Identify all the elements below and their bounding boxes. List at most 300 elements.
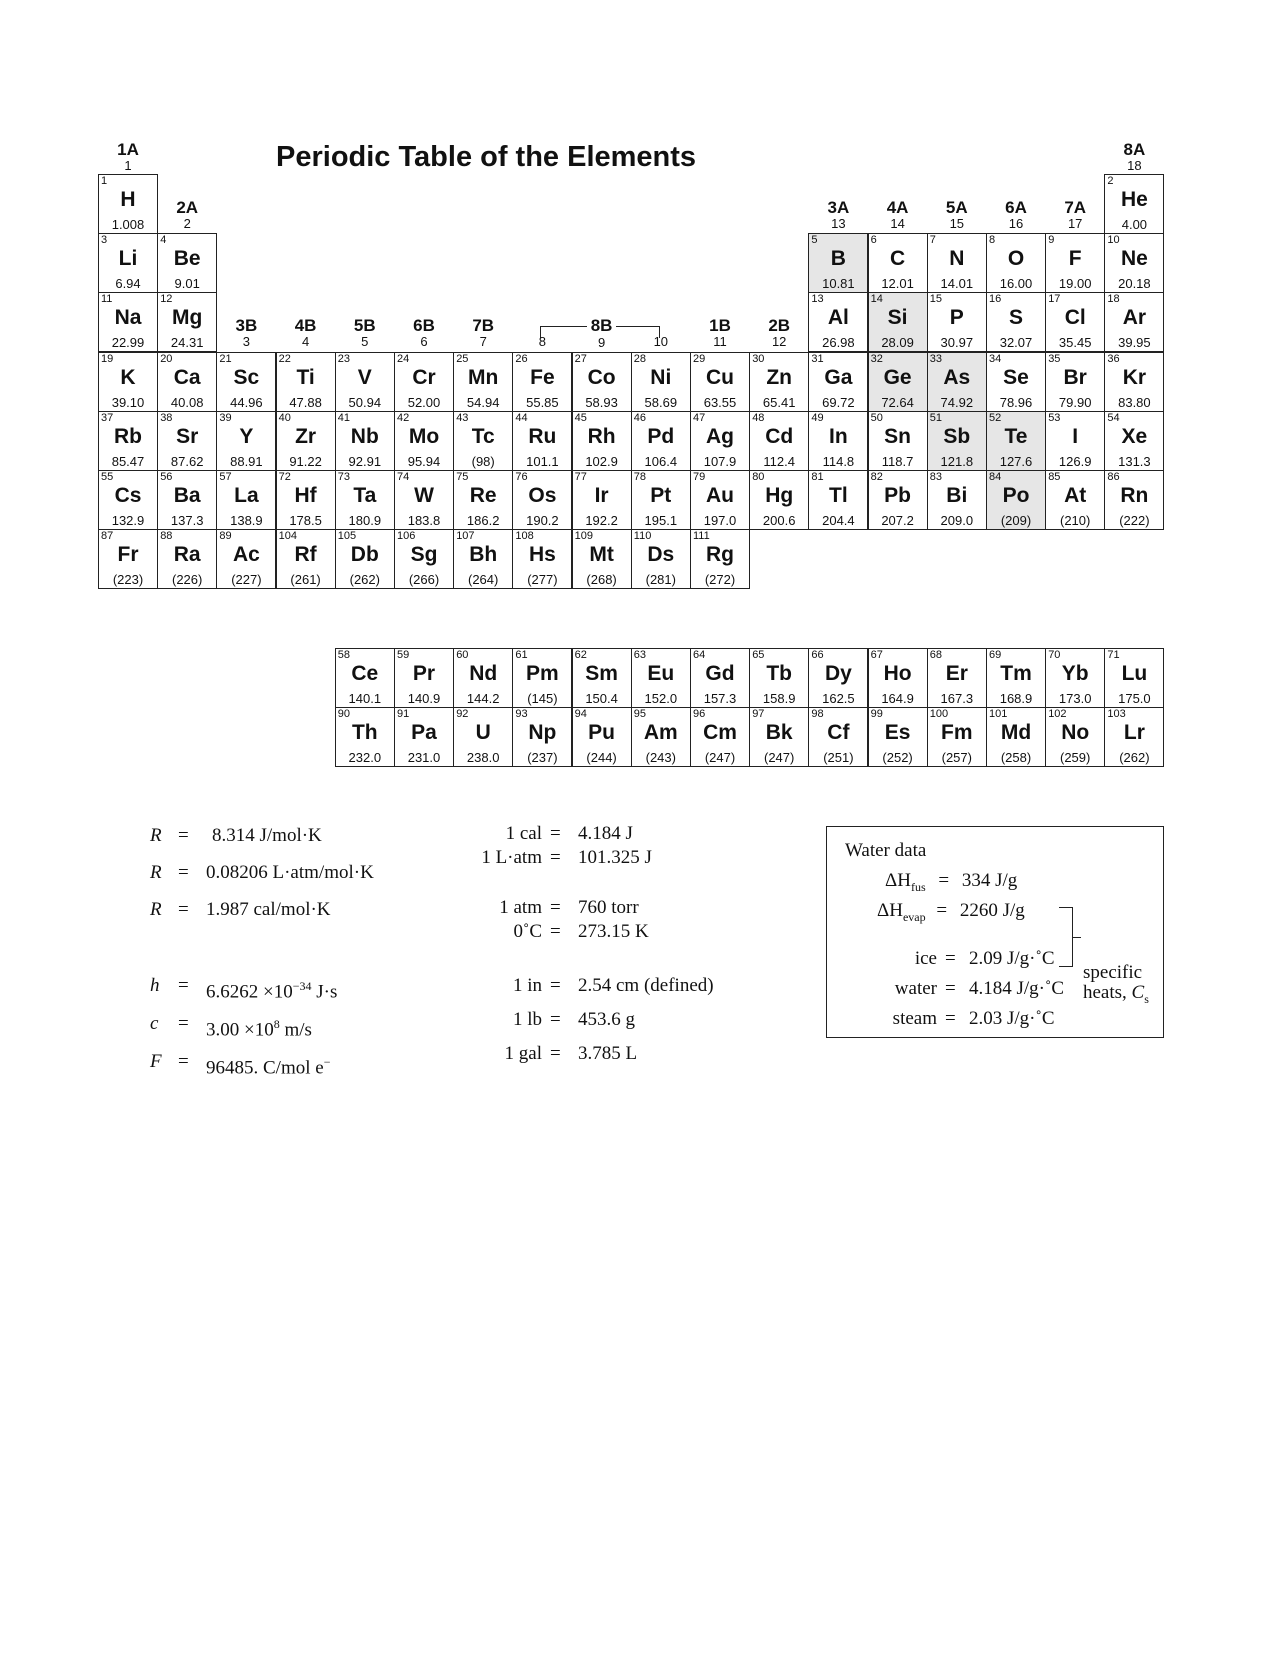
group-number: 17 — [1067, 216, 1083, 231]
constant-value — [206, 1050, 330, 1080]
element-symbol: B — [830, 247, 846, 271]
element-symbol: Sr — [176, 424, 199, 448]
element-cell-os — [512, 470, 572, 530]
conversion-rhs: 4.184 J — [578, 823, 633, 844]
element-cell-mt — [572, 529, 632, 589]
element-atomic-mass: 178.5 — [289, 513, 322, 528]
group-label: 7B — [472, 316, 495, 335]
element-atomic-number: 14 — [870, 293, 883, 306]
conversion-rhs: 3.785 L — [578, 1043, 638, 1064]
element-symbol: Nb — [350, 424, 379, 448]
element-cell-rg — [690, 529, 750, 589]
element-atomic-mass: (262) — [1119, 750, 1150, 766]
element-symbol: Zr — [295, 424, 317, 448]
element-symbol: Li — [118, 247, 138, 271]
element-atomic-number: 92 — [456, 708, 469, 721]
constant-value — [206, 974, 337, 1004]
element-symbol: Ds — [647, 543, 675, 567]
element-atomic-mass: 40.08 — [170, 394, 204, 410]
element-cell-f — [1045, 233, 1105, 293]
element-symbol: Cs — [114, 484, 142, 507]
element-cell-mo — [394, 411, 454, 471]
group-label: 2A — [176, 198, 199, 217]
constant-value: 0.08206 L·atm/mol·K — [206, 862, 374, 883]
conversion-lhs: 0˚C — [513, 921, 542, 942]
element-symbol: Er — [945, 662, 968, 685]
element-cell-be — [157, 233, 217, 293]
group-header-1 — [98, 140, 158, 173]
element-cell-n — [927, 233, 987, 293]
element-atomic-mass: (243) — [645, 750, 676, 766]
specific-heats-label-2 — [1083, 983, 1149, 1009]
element-symbol: Y — [239, 424, 254, 448]
element-atomic-number: 3 — [101, 234, 108, 247]
element-atomic-number: 51 — [929, 411, 943, 424]
element-symbol: As — [943, 365, 971, 389]
element-symbol: Mo — [408, 424, 440, 448]
conversion-rhs: 760 torr — [578, 897, 639, 918]
element-atomic-mass: 150.4 — [585, 691, 618, 706]
element-atomic-mass: 19.00 — [1058, 276, 1092, 292]
element-atomic-mass: 126.9 — [1058, 453, 1092, 469]
element-atomic-number: 64 — [693, 649, 706, 661]
element-symbol: Hs — [528, 543, 556, 567]
element-atomic-mass: 54.94 — [466, 394, 500, 410]
element-atomic-number: 73 — [337, 471, 351, 483]
element-symbol: Ce — [351, 662, 379, 685]
element-atomic-mass: 52.00 — [407, 394, 441, 410]
element-cell-fm — [927, 707, 987, 767]
element-atomic-number: 83 — [929, 471, 943, 483]
element-symbol: Cr — [412, 365, 436, 389]
element-atomic-mass: (209) — [1000, 513, 1032, 528]
element-symbol: Ho — [883, 662, 912, 685]
conversion-lhs: 1 lb — [512, 1009, 542, 1030]
element-cell-te — [986, 411, 1046, 471]
element-atomic-number: 75 — [456, 471, 469, 483]
element-symbol: Ta — [353, 484, 377, 507]
element-cell-bk — [749, 707, 809, 767]
element-cell-ca — [157, 352, 217, 412]
element-cell-sn — [868, 411, 928, 471]
element-symbol: Sn — [884, 424, 912, 448]
element-symbol: Dy — [824, 662, 852, 685]
element-symbol: Pm — [526, 662, 559, 685]
element-atomic-number: 102 — [1048, 708, 1067, 721]
element-atomic-number: 9 — [1048, 234, 1055, 247]
element-atomic-mass: 121.8 — [940, 453, 974, 469]
constant-unit: J·s — [311, 981, 338, 1003]
group-label: 1A — [117, 140, 139, 159]
element-cell-hs — [512, 529, 572, 589]
element-atomic-number: 48 — [752, 411, 765, 424]
element-symbol: Se — [1003, 365, 1029, 389]
water-value: 4.184 J/g·˚C — [969, 978, 1064, 999]
element-atomic-number: 68 — [929, 649, 943, 661]
element-symbol: In — [829, 424, 848, 448]
element-atomic-mass: 238.0 — [466, 750, 500, 766]
element-atomic-number: 4 — [160, 234, 167, 247]
element-atomic-number: 89 — [219, 530, 232, 543]
element-symbol: He — [1120, 188, 1148, 211]
element-cell-w — [394, 470, 454, 530]
element-symbol: Pr — [412, 662, 436, 685]
element-cell-k — [98, 352, 158, 412]
element-symbol: W — [414, 484, 434, 507]
group-number: 6 — [420, 334, 428, 349]
element-symbol: Kr — [1122, 365, 1147, 389]
equals-sign: = — [550, 897, 561, 918]
steam-heat — [827, 1007, 937, 1031]
element-atomic-mass: 118.7 — [881, 453, 914, 469]
element-cell-na — [98, 292, 158, 352]
element-symbol: Fm — [941, 721, 973, 745]
element-cell-eu — [631, 648, 691, 708]
group-header-10 — [631, 316, 691, 349]
constant-exponent: 8 — [273, 1017, 280, 1031]
delta-h-symbol — [877, 900, 926, 924]
element-cell-fr — [98, 529, 158, 589]
element-atomic-mass: 47.88 — [289, 394, 322, 410]
equals-sign: = — [550, 975, 561, 996]
element-cell-ti — [276, 352, 336, 412]
element-cell-la — [216, 470, 276, 530]
element-atomic-number: 42 — [397, 411, 410, 424]
element-atomic-mass: 69.72 — [822, 394, 855, 410]
group-number: 1 — [124, 158, 132, 173]
element-atomic-number: 2 — [1107, 175, 1114, 187]
group-number: 16 — [1008, 216, 1024, 231]
element-atomic-mass: 101.1 — [526, 453, 559, 469]
conversion-rhs: 453.6 g — [578, 1009, 635, 1030]
element-atomic-number: 54 — [1107, 411, 1120, 424]
element-atomic-number: 66 — [811, 649, 824, 661]
element-cell-tl — [808, 470, 868, 530]
element-atomic-number: 24 — [397, 352, 410, 365]
element-symbol: Cf — [827, 721, 850, 745]
group-label: 4B — [294, 316, 317, 335]
element-atomic-mass: 58.69 — [644, 394, 678, 410]
equals-sign: = — [178, 975, 189, 996]
element-cell-ni — [631, 352, 691, 412]
element-atomic-mass: 158.9 — [762, 691, 796, 706]
constant-symbol: R — [150, 825, 162, 846]
group-number: 5 — [361, 334, 369, 349]
element-atomic-mass: 20.18 — [1118, 276, 1151, 292]
element-atomic-number: 108 — [515, 530, 534, 543]
element-atomic-number: 98 — [811, 708, 824, 721]
equals-sign: = — [178, 862, 189, 883]
constant-exponent: − — [323, 1055, 331, 1069]
element-cell-sg — [394, 529, 454, 589]
element-cell-cf — [808, 707, 868, 767]
group-number: 12 — [771, 334, 787, 349]
element-atomic-mass: 32.07 — [999, 335, 1033, 351]
element-atomic-number: 63 — [633, 649, 647, 661]
constant-mantissa: 96485. C/mol e — [206, 1057, 324, 1079]
element-atomic-mass: (268) — [586, 572, 617, 588]
element-cell-s — [986, 292, 1046, 352]
element-atomic-mass: 10.81 — [822, 276, 855, 292]
element-symbol: Ar — [1122, 306, 1147, 330]
element-cell-md — [986, 707, 1046, 767]
fusion-value: 334 J/g — [961, 870, 1018, 891]
element-symbol: Zn — [766, 365, 793, 389]
element-atomic-mass: 12.01 — [881, 276, 914, 292]
group-label: 6A — [1005, 198, 1027, 217]
ice-eq: = — [945, 948, 956, 969]
element-atomic-number: 49 — [811, 411, 824, 424]
element-atomic-number: 18 — [1107, 293, 1120, 306]
constant-mantissa: 6.6262 ×10 — [206, 981, 293, 1003]
element-atomic-mass: (247) — [764, 750, 795, 766]
group-number: 8 — [538, 334, 546, 349]
element-atomic-mass: 30.97 — [940, 335, 974, 351]
element-atomic-number: 60 — [456, 649, 469, 661]
element-cell-ra — [157, 529, 217, 589]
constant-f — [150, 1050, 331, 1079]
element-symbol: Cl — [1064, 306, 1086, 330]
element-atomic-mass: 131.3 — [1118, 453, 1151, 469]
element-atomic-mass: 1.008 — [111, 217, 145, 232]
element-atomic-number: 31 — [811, 352, 824, 365]
element-atomic-mass: (226) — [172, 572, 203, 588]
element-cell-au — [690, 470, 750, 530]
element-cell-in — [808, 411, 868, 471]
group-label: 3B — [235, 316, 258, 335]
element-atomic-mass: 168.9 — [999, 691, 1033, 706]
element-cell-as — [927, 352, 987, 412]
element-cell-er — [927, 648, 987, 708]
element-symbol: Fr — [117, 543, 139, 567]
conversion-lhs: 1 L·atm — [481, 847, 542, 868]
ice-value: 2.09 J/g·˚C — [969, 948, 1055, 969]
element-atomic-mass: 106.4 — [644, 453, 678, 469]
element-atomic-number: 93 — [515, 708, 528, 721]
element-symbol: Pd — [647, 424, 675, 448]
group-label: 5B — [353, 316, 376, 335]
element-atomic-number: 110 — [633, 530, 652, 543]
element-symbol: Ga — [824, 365, 853, 389]
element-atomic-mass: 175.0 — [1118, 691, 1151, 706]
element-atomic-mass: 162.5 — [822, 691, 855, 706]
element-atomic-number: 71 — [1107, 649, 1120, 661]
steam-label: steam — [892, 1008, 937, 1029]
element-atomic-mass: (258) — [1000, 750, 1032, 766]
element-atomic-number: 15 — [929, 293, 943, 306]
element-cell-li — [98, 233, 158, 293]
element-cell-ge — [868, 352, 928, 412]
heat-of-vaporization — [877, 899, 1025, 929]
element-cell-pa — [394, 707, 454, 767]
element-atomic-number: 105 — [337, 530, 357, 543]
element-symbol: Mg — [172, 306, 203, 330]
element-atomic-mass: 39.95 — [1118, 335, 1151, 351]
element-symbol: Gd — [705, 662, 735, 685]
element-atomic-number: 22 — [278, 352, 291, 365]
element-atomic-mass: (259) — [1060, 750, 1091, 766]
element-atomic-number: 80 — [752, 471, 765, 483]
element-atomic-number: 7 — [929, 234, 936, 247]
element-cell-hf — [276, 470, 336, 530]
group-label: 4A — [886, 198, 909, 217]
group-label: 8A — [1123, 140, 1146, 159]
ice-heat — [827, 947, 937, 971]
group-header-3 — [216, 316, 276, 349]
element-atomic-number: 82 — [870, 471, 883, 483]
constant-r3 — [150, 898, 331, 922]
element-atomic-mass: 63.55 — [703, 394, 737, 410]
element-cell-he — [1104, 174, 1164, 234]
element-cell-h — [98, 174, 158, 234]
element-cell-b — [808, 233, 868, 293]
element-atomic-mass: 24.31 — [170, 335, 204, 351]
group-number: 7 — [479, 334, 487, 349]
group-number: 15 — [949, 216, 965, 231]
element-atomic-number: 23 — [337, 352, 351, 365]
element-atomic-number: 38 — [160, 411, 173, 424]
element-symbol: V — [357, 365, 372, 389]
element-atomic-number: 53 — [1048, 411, 1061, 424]
element-atomic-mass: 204.4 — [822, 513, 855, 528]
element-atomic-mass: (264) — [468, 572, 499, 588]
element-atomic-mass: (145) — [527, 691, 558, 706]
water-data-box — [826, 826, 1164, 1038]
element-cell-kr — [1104, 352, 1164, 412]
element-cell-rn — [1104, 470, 1164, 530]
element-cell-ru — [512, 411, 572, 471]
element-atomic-number: 13 — [811, 293, 824, 306]
group-header-15 — [927, 198, 987, 231]
element-symbol: Am — [643, 721, 678, 745]
element-cell-bi — [927, 470, 987, 530]
element-atomic-mass: (98) — [471, 453, 495, 469]
element-atomic-number: 55 — [101, 471, 114, 483]
element-atomic-mass: 85.47 — [111, 453, 145, 469]
element-cell-ds — [631, 529, 691, 589]
element-atomic-number: 43 — [456, 411, 469, 424]
element-cell-ac — [216, 529, 276, 589]
element-atomic-mass: 195.1 — [644, 513, 678, 528]
element-symbol: Lr — [1123, 721, 1145, 745]
element-cell-si — [868, 292, 928, 352]
constant-symbol: c — [150, 1013, 159, 1034]
element-atomic-number: 107 — [456, 530, 475, 543]
equals-sign: = — [936, 900, 948, 921]
group-label: 3A — [827, 198, 850, 217]
element-atomic-mass: (261) — [290, 572, 321, 588]
element-atomic-number: 1 — [101, 175, 108, 187]
constant-exponent: −34 — [292, 979, 312, 993]
element-atomic-mass: 35.45 — [1058, 335, 1092, 351]
element-cell-lr — [1104, 707, 1164, 767]
element-atomic-number: 77 — [574, 471, 587, 483]
element-cell-es — [868, 707, 928, 767]
element-atomic-mass: 28.09 — [881, 335, 914, 351]
equals-sign: = — [178, 825, 189, 846]
element-symbol: F — [1068, 247, 1082, 271]
element-symbol: Ge — [883, 365, 912, 389]
element-cell-i — [1045, 411, 1105, 471]
element-atomic-mass: (247) — [704, 750, 736, 766]
group-header-9 — [572, 316, 632, 350]
element-symbol: Bh — [469, 543, 498, 567]
element-atomic-number: 41 — [337, 411, 351, 424]
element-cell-tm — [986, 648, 1046, 708]
constant-unit: m/s — [279, 1019, 312, 1041]
element-symbol: Tm — [1000, 662, 1032, 685]
element-cell-am — [631, 707, 691, 767]
element-atomic-mass: 6.94 — [115, 276, 141, 292]
element-symbol: La — [234, 484, 259, 507]
element-symbol: Sg — [410, 543, 438, 567]
element-cell-xe — [1104, 411, 1164, 471]
element-cell-y — [216, 411, 276, 471]
element-atomic-number: 100 — [929, 708, 949, 721]
element-symbol: Po — [1002, 484, 1030, 507]
element-atomic-mass: 14.01 — [940, 276, 974, 292]
element-cell-rf — [276, 529, 336, 589]
element-cell-pd — [631, 411, 691, 471]
element-cell-cr — [394, 352, 454, 412]
element-cell-sb — [927, 411, 987, 471]
constant-mantissa: 3.00 ×10 — [206, 1019, 274, 1041]
group-number: 10 — [653, 334, 669, 349]
constant-symbol: R — [150, 899, 162, 920]
element-atomic-number: 81 — [811, 471, 824, 483]
element-atomic-number: 40 — [278, 411, 291, 424]
group-header-17 — [1045, 198, 1105, 231]
element-atomic-number: 74 — [397, 471, 410, 483]
element-atomic-mass: 183.8 — [407, 513, 441, 528]
element-atomic-mass: 95.94 — [407, 453, 441, 469]
element-atomic-number: 50 — [870, 411, 883, 424]
group-label: 6B — [413, 316, 435, 335]
element-atomic-number: 26 — [515, 352, 528, 365]
element-symbol: Ru — [528, 424, 557, 448]
element-cell-hg — [749, 470, 809, 530]
element-atomic-mass: 231.0 — [407, 750, 441, 766]
element-symbol: Yb — [1061, 662, 1089, 685]
element-cell-zn — [749, 352, 809, 412]
element-atomic-mass: (262) — [349, 572, 380, 588]
element-atomic-number: 29 — [693, 352, 706, 365]
element-cell-po — [986, 470, 1046, 530]
element-atomic-mass: (257) — [941, 750, 972, 766]
element-atomic-number: 36 — [1107, 352, 1120, 365]
constant-value — [206, 1012, 312, 1042]
element-atomic-mass: 144.2 — [466, 691, 500, 706]
equals-sign: = — [550, 1009, 561, 1030]
element-atomic-number: 45 — [574, 411, 587, 424]
element-atomic-number: 95 — [633, 708, 647, 721]
conversion-lhs: 1 cal — [505, 823, 542, 844]
element-atomic-mass: 79.90 — [1058, 394, 1092, 410]
group-label: 5A — [945, 198, 968, 217]
element-atomic-number: 17 — [1048, 293, 1061, 306]
element-cell-ne — [1104, 233, 1164, 293]
delta-h-symbol — [885, 870, 926, 894]
element-atomic-number: 57 — [219, 471, 232, 483]
element-symbol: Hg — [765, 484, 794, 507]
element-atomic-mass: 50.94 — [348, 394, 382, 410]
element-atomic-number: 37 — [101, 411, 114, 424]
element-symbol: C — [890, 247, 906, 271]
water-label: water — [894, 978, 937, 999]
element-atomic-mass: 157.3 — [703, 691, 737, 706]
group-number: 18 — [1127, 158, 1142, 173]
element-cell-sr — [157, 411, 217, 471]
